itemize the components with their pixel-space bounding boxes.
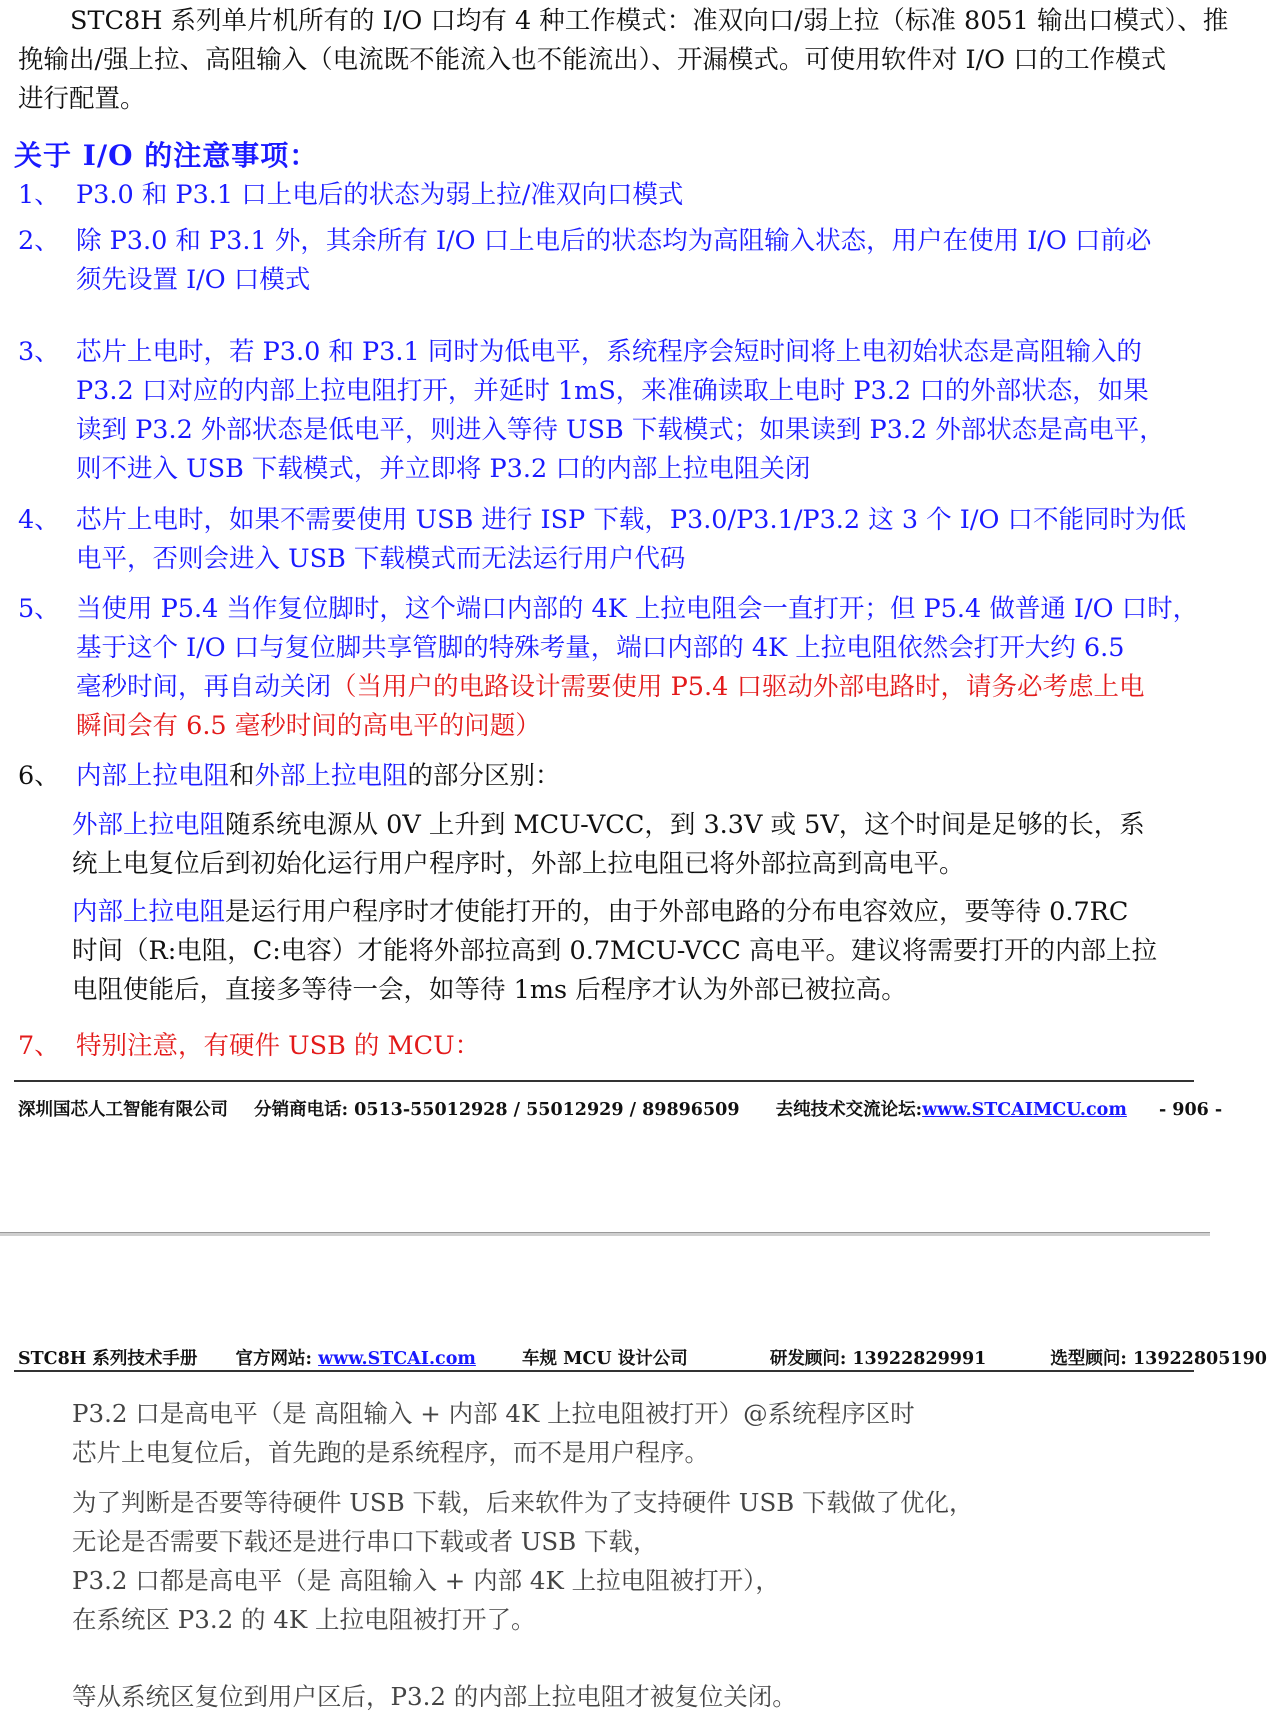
intro-paragraph	[18, 2, 1229, 119]
warning-text: 瞬间会有 6.5 毫秒时间的高电平的问题）	[76, 711, 541, 741]
header-sel-contact: 选型顾问: 13922805190	[1050, 1349, 1267, 1369]
item-number: 7、	[18, 1031, 60, 1061]
item-text: 芯片上电时，如果不需要使用 USB 进行 ISP 下载，P3.0/P3.1/P3.2 这 3 个 I/O 口不能同时为低	[76, 505, 1186, 535]
item-number: 6、	[18, 761, 60, 791]
item-text: 基于这个 I/O 口与复位脚共享管脚的特殊考量，端口内部的 4K 上拉电阻依然会打开大约 6.5	[76, 633, 1125, 663]
note-line: 在系统区 P3.2 的 4K 上拉电阻被打开了。	[72, 1605, 536, 1634]
header-rd-contact: 研发顾问: 13922829991	[769, 1349, 987, 1369]
item-number: 5、	[18, 594, 60, 624]
item-text	[76, 668, 1144, 707]
intro-line: 进行配置。	[18, 84, 146, 114]
item-text: 读到 P3.2 外部状态是低电平，则进入等待 USB 下载模式；如果读到 P3.2 外部状态是高电平，	[76, 415, 1165, 445]
header-company: 车规 MCU 设计公司	[521, 1349, 688, 1369]
warning-text: （当用户的电路设计需要使用 P5.4 口驱动外部电路时，请务必考虑上电	[331, 672, 1145, 702]
page-separator	[0, 1232, 1210, 1236]
paragraph-line	[72, 806, 1145, 845]
item-text	[76, 757, 561, 796]
note-line: 无论是否需要下载还是进行串口下载或者 USB 下载，	[72, 1527, 658, 1556]
header-divider	[14, 1370, 1194, 1372]
footer-forum-label: 去纯技术交流论坛:	[775, 1100, 923, 1120]
header-site-link[interactable]: www.STCAI.com	[318, 1349, 476, 1369]
item-text: 芯片上电时，若 P3.0 和 P3.1 同时为低电平，系统程序会短时间将上电初始状态是高阻输入的	[76, 337, 1142, 367]
header-site-label: 官方网站:	[235, 1349, 319, 1369]
item-text: P3.2 口对应的内部上拉电阻打开，并延时 1mS，来准确读取上电时 P3.2 口的外部状态，如果	[76, 376, 1149, 406]
term-external: 外部上拉电阻	[254, 761, 408, 791]
header-manual-title: STC8H 系列技术手册	[18, 1349, 198, 1369]
item-number: 2、	[18, 226, 60, 256]
term-internal: 内部上拉电阻	[76, 761, 230, 791]
item-number: 3、	[18, 337, 60, 367]
item-number: 4、	[18, 505, 60, 535]
page-header	[18, 1345, 1267, 1370]
intro-line: STC8H 系列单片机所有的 I/O 口均有 4 种工作模式：准双向口/弱上拉（标准 8051 输出口模式）、推	[70, 6, 1229, 36]
footer-phone: 分销商电话: 0513-55012928 / 55012929 / 89896509	[254, 1100, 740, 1120]
footer-forum-link[interactable]: www.STCAIMCU.com	[922, 1100, 1127, 1120]
footer-divider	[14, 1080, 1194, 1082]
note-line: 为了判断是否要等待硬件 USB 下载，后来软件为了支持硬件 USB 下载做了优化，	[72, 1488, 974, 1517]
item-text: P3.0 和 P3.1 口上电后的状态为弱上拉/准双向口模式	[76, 180, 684, 210]
page-number: - 906 -	[1158, 1100, 1223, 1120]
note-line: 芯片上电复位后，首先跑的是系统程序，而不是用户程序。	[72, 1438, 709, 1467]
paragraph-text: 随系统电源从 0V 上升到 MCU-VCC，到 3.3V 或 5V，这个时间是足够的长，系	[225, 810, 1145, 840]
item-text-rest: 的部分区别：	[407, 761, 561, 791]
item-text: 则不进入 USB 下载模式，并立即将 P3.2 口的内部上拉电阻关闭	[76, 454, 811, 484]
note-line: 等从系统区复位到用户区后，P3.2 的内部上拉电阻才被复位关闭。	[72, 1682, 797, 1711]
paragraph-line: 统上电复位后到初始化运行用户程序时，外部上拉电阻已将外部拉高到高电平。	[72, 849, 965, 879]
and-text: 和	[229, 761, 255, 791]
paragraph-line: 时间（R:电阻，C:电容）才能将外部拉高到 0.7MCU-VCC 高电平。建议将需要打开的内部上拉	[72, 936, 1158, 966]
footer-company: 深圳国芯人工智能有限公司	[18, 1100, 228, 1120]
item-text: 电平，否则会进入 USB 下载模式而无法运行用户代码	[76, 544, 686, 574]
section-heading: 关于 I/O 的注意事项：	[14, 139, 319, 172]
internal-pullup-paragraph	[72, 893, 1157, 1010]
intro-line: 挽输出/强上拉、高阻输入（电流既不能流入也不能流出）、开漏模式。可使用软件对 I/O 口的工作模式	[18, 45, 1167, 75]
page-footer	[18, 1096, 1223, 1121]
paragraph-line	[72, 893, 1157, 932]
item-text: 须先设置 I/O 口模式	[76, 265, 311, 295]
external-pullup-paragraph	[72, 806, 1145, 884]
item-text-part: 毫秒时间，再自动关闭	[76, 672, 332, 702]
item-text: 除 P3.0 和 P3.1 外，其余所有 I/O 口上电后的状态均为高阻输入状态，用户在使用 I/O 口前必	[76, 226, 1152, 256]
item-text: 特别注意，有硬件 USB 的 MCU：	[76, 1031, 481, 1061]
item-text: 当使用 P5.4 当作复位脚时，这个端口内部的 4K 上拉电阻会一直打开；但 P5.4 做普通 I/O 口时，	[76, 594, 1199, 624]
note-line: P3.2 口是高电平（是 高阻输入 + 内部 4K 上拉电阻被打开）@系统程序区时	[72, 1399, 915, 1428]
term-internal: 内部上拉电阻	[72, 897, 226, 927]
paragraph-text: 是运行用户程序时才使能打开的，由于外部电路的分布电容效应，要等待 0.7RC	[225, 897, 1129, 927]
term-external: 外部上拉电阻	[72, 810, 226, 840]
note-line: P3.2 口都是高电平（是 高阻输入 + 内部 4K 上拉电阻被打开），	[72, 1566, 780, 1595]
item-number: 1、	[18, 180, 60, 210]
paragraph-line: 电阻使能后，直接多等待一会，如等待 1ms 后程序才认为外部已被拉高。	[72, 975, 907, 1005]
